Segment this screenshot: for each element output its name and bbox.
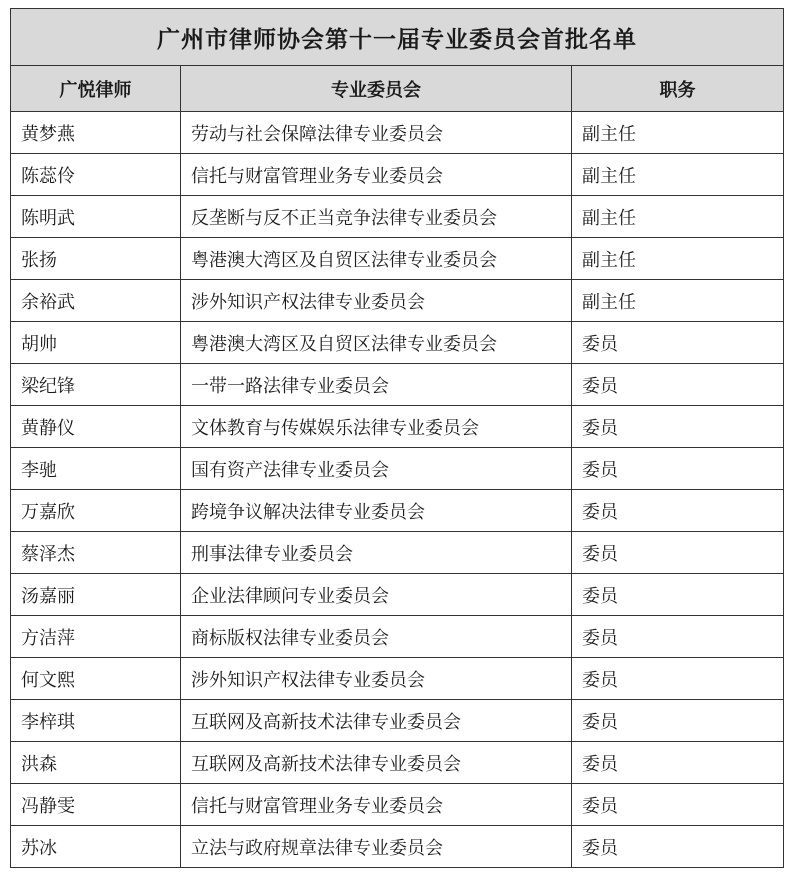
cell-name: 苏冰	[11, 826, 181, 868]
table-body	[11, 112, 784, 868]
cell-role: 副主任	[572, 154, 784, 196]
cell-name: 李梓琪	[11, 700, 181, 742]
cell-role: 委员	[572, 784, 784, 826]
cell-role: 副主任	[572, 280, 784, 322]
table-row	[11, 280, 784, 322]
table-row	[11, 742, 784, 784]
header-row	[11, 66, 784, 112]
cell-name: 蔡泽杰	[11, 532, 181, 574]
cell-committee: 立法与政府规章法律专业委员会	[181, 826, 572, 868]
cell-role: 委员	[572, 490, 784, 532]
table-row	[11, 658, 784, 700]
cell-committee: 劳动与社会保障法律专业委员会	[181, 112, 572, 154]
table-title: 广州市律师协会第十一届专业委员会首批名单	[11, 9, 784, 66]
table-row	[11, 490, 784, 532]
table-row	[11, 532, 784, 574]
cell-name: 方洁萍	[11, 616, 181, 658]
cell-committee: 互联网及高新技术法律专业委员会	[181, 742, 572, 784]
cell-committee: 粤港澳大湾区及自贸区法律专业委员会	[181, 322, 572, 364]
table-row	[11, 574, 784, 616]
table-row	[11, 196, 784, 238]
cell-committee: 涉外知识产权法律专业委员会	[181, 280, 572, 322]
cell-name: 洪森	[11, 742, 181, 784]
cell-role: 委员	[572, 364, 784, 406]
table-row	[11, 154, 784, 196]
table-row	[11, 322, 784, 364]
title-row	[11, 9, 784, 66]
cell-committee: 信托与财富管理业务专业委员会	[181, 784, 572, 826]
cell-name: 余裕武	[11, 280, 181, 322]
cell-committee: 刑事法律专业委员会	[181, 532, 572, 574]
cell-role: 副主任	[572, 196, 784, 238]
cell-name: 陈明武	[11, 196, 181, 238]
cell-committee: 粤港澳大湾区及自贸区法律专业委员会	[181, 238, 572, 280]
cell-name: 张扬	[11, 238, 181, 280]
member-table	[10, 8, 784, 868]
cell-name: 黄静仪	[11, 406, 181, 448]
cell-committee: 信托与财富管理业务专业委员会	[181, 154, 572, 196]
cell-role: 副主任	[572, 112, 784, 154]
cell-committee: 文体教育与传媒娱乐法律专业委员会	[181, 406, 572, 448]
cell-name: 胡帅	[11, 322, 181, 364]
cell-committee: 国有资产法律专业委员会	[181, 448, 572, 490]
cell-role: 委员	[572, 700, 784, 742]
header-role: 职务	[572, 66, 784, 112]
cell-role: 委员	[572, 658, 784, 700]
table-row	[11, 616, 784, 658]
table-row	[11, 784, 784, 826]
table-row	[11, 826, 784, 868]
cell-role: 委员	[572, 742, 784, 784]
cell-committee: 商标版权法律专业委员会	[181, 616, 572, 658]
cell-committee: 涉外知识产权法律专业委员会	[181, 658, 572, 700]
cell-committee: 互联网及高新技术法律专业委员会	[181, 700, 572, 742]
cell-role: 委员	[572, 616, 784, 658]
cell-role: 委员	[572, 448, 784, 490]
header-lawyer: 广悦律师	[11, 66, 181, 112]
cell-name: 万嘉欣	[11, 490, 181, 532]
cell-role: 委员	[572, 406, 784, 448]
cell-role: 副主任	[572, 238, 784, 280]
cell-name: 何文熙	[11, 658, 181, 700]
cell-committee: 反垄断与反不正当竞争法律专业委员会	[181, 196, 572, 238]
cell-name: 陈蕊伶	[11, 154, 181, 196]
table-row	[11, 112, 784, 154]
cell-committee: 企业法律顾问专业委员会	[181, 574, 572, 616]
cell-role: 委员	[572, 322, 784, 364]
cell-role: 委员	[572, 826, 784, 868]
cell-name: 李驰	[11, 448, 181, 490]
cell-role: 委员	[572, 532, 784, 574]
cell-committee: 一带一路法律专业委员会	[181, 364, 572, 406]
cell-name: 黄梦燕	[11, 112, 181, 154]
table-row	[11, 238, 784, 280]
table-row	[11, 700, 784, 742]
table-row	[11, 364, 784, 406]
member-list-sheet	[10, 8, 783, 868]
cell-role: 委员	[572, 574, 784, 616]
header-committee: 专业委员会	[181, 66, 572, 112]
cell-name: 汤嘉丽	[11, 574, 181, 616]
table-row	[11, 448, 784, 490]
cell-name: 梁纪锋	[11, 364, 181, 406]
table-row	[11, 406, 784, 448]
cell-name: 冯静雯	[11, 784, 181, 826]
cell-committee: 跨境争议解决法律专业委员会	[181, 490, 572, 532]
